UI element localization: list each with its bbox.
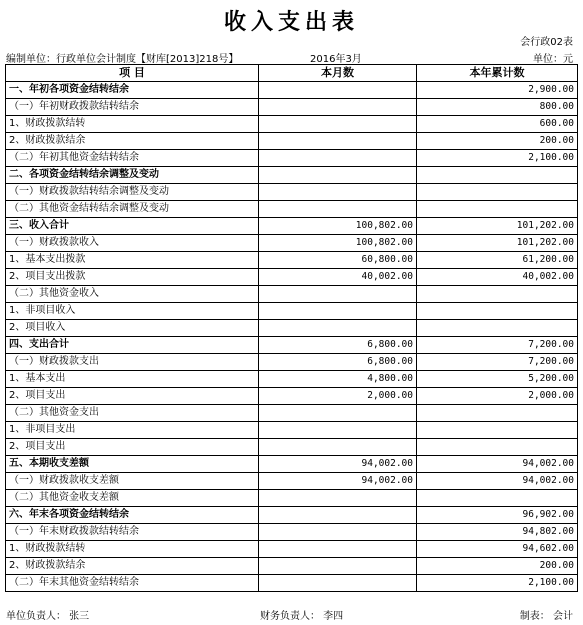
row-month-value <box>259 422 417 439</box>
row-item-label: 一、年初各项资金结转结余 <box>6 82 259 99</box>
table-row <box>6 371 578 388</box>
finance-head-signature: 财务负责人： 李四 <box>260 611 344 622</box>
table-row <box>6 286 578 303</box>
column-header-item: 项 目 <box>6 65 259 82</box>
table-row <box>6 541 578 558</box>
table-row <box>6 99 578 116</box>
row-item-label: 2、项目支出 <box>6 439 259 456</box>
table-row <box>6 575 578 592</box>
row-month-value <box>259 303 417 320</box>
table-row <box>6 473 578 490</box>
row-month-value <box>259 99 417 116</box>
row-item-label: （一）财政拨款收入 <box>6 235 259 252</box>
row-item-label: 四、支出合计 <box>6 337 259 354</box>
table-row <box>6 133 578 150</box>
table-row <box>6 524 578 541</box>
row-month-value: 100,802.00 <box>259 235 417 252</box>
row-ytd-value <box>417 405 578 422</box>
row-item-label: 二、各项资金结转结余调整及变动 <box>6 167 259 184</box>
row-ytd-value: 2,100.00 <box>417 150 578 167</box>
table-row <box>6 201 578 218</box>
row-ytd-value: 2,100.00 <box>417 575 578 592</box>
row-month-value: 4,800.00 <box>259 371 417 388</box>
row-item-label: （二）年末其他资金结转结余 <box>6 575 259 592</box>
row-ytd-value: 200.00 <box>417 558 578 575</box>
row-ytd-value: 5,200.00 <box>417 371 578 388</box>
table-row <box>6 405 578 422</box>
table-row <box>6 269 578 286</box>
table-header-row <box>6 65 578 82</box>
column-header-ytd: 本年累计数 <box>417 65 578 82</box>
row-item-label: 五、本期收支差额 <box>6 456 259 473</box>
row-item-label: 三、收入合计 <box>6 218 259 235</box>
row-item-label: 2、财政拨款结余 <box>6 558 259 575</box>
row-ytd-value <box>417 303 578 320</box>
row-ytd-value: 2,900.00 <box>417 82 578 99</box>
preparer-signature: 制表： 会计 <box>519 611 573 622</box>
table-row <box>6 116 578 133</box>
table-row <box>6 354 578 371</box>
row-month-value <box>259 541 417 558</box>
report-period: 2016年3月 <box>310 54 362 65</box>
table-row <box>6 439 578 456</box>
row-month-value <box>259 575 417 592</box>
table-row <box>6 456 578 473</box>
row-month-value: 40,002.00 <box>259 269 417 286</box>
row-ytd-value <box>417 490 578 507</box>
table-row <box>6 184 578 201</box>
row-item-label: （一）年初财政拨款结转结余 <box>6 99 259 116</box>
row-item-label: 1、基本支出拨款 <box>6 252 259 269</box>
row-item-label: 1、财政拨款结转 <box>6 116 259 133</box>
report-title: 收入支出表 <box>223 10 359 35</box>
row-ytd-value: 94,802.00 <box>417 524 578 541</box>
row-ytd-value: 96,902.00 <box>417 507 578 524</box>
row-ytd-value: 800.00 <box>417 99 578 116</box>
row-month-value <box>259 116 417 133</box>
row-month-value <box>259 405 417 422</box>
row-month-value <box>259 133 417 150</box>
row-item-label: （一）财政拨款支出 <box>6 354 259 371</box>
row-ytd-value: 101,202.00 <box>417 235 578 252</box>
row-month-value: 6,800.00 <box>259 354 417 371</box>
row-month-value: 100,802.00 <box>259 218 417 235</box>
row-month-value <box>259 558 417 575</box>
table-row <box>6 235 578 252</box>
unit-head-signature: 单位负责人： 张三 <box>6 611 90 622</box>
row-month-value <box>259 439 417 456</box>
row-month-value <box>259 82 417 99</box>
row-item-label: 2、项目支出 <box>6 388 259 405</box>
row-ytd-value: 7,200.00 <box>417 337 578 354</box>
table-row <box>6 422 578 439</box>
table-row <box>6 252 578 269</box>
row-ytd-value: 94,002.00 <box>417 473 578 490</box>
row-item-label: （一）年末财政拨款结转结余 <box>6 524 259 541</box>
row-item-label: （二）其他资金结转结余调整及变动 <box>6 201 259 218</box>
row-ytd-value: 600.00 <box>417 116 578 133</box>
column-header-month: 本月数 <box>259 65 417 82</box>
row-ytd-value <box>417 320 578 337</box>
row-month-value: 6,800.00 <box>259 337 417 354</box>
row-ytd-value: 61,200.00 <box>417 252 578 269</box>
row-month-value <box>259 507 417 524</box>
row-month-value <box>259 201 417 218</box>
row-ytd-value: 101,202.00 <box>417 218 578 235</box>
row-item-label: 1、基本支出 <box>6 371 259 388</box>
row-month-value <box>259 150 417 167</box>
row-item-label: （二）其他资金收入 <box>6 286 259 303</box>
row-month-value <box>259 320 417 337</box>
preparing-unit: 编制单位：行政单位会计制度【财库[2013]218号】 <box>6 54 239 65</box>
row-ytd-value <box>417 201 578 218</box>
row-ytd-value: 94,002.00 <box>417 456 578 473</box>
row-ytd-value: 7,200.00 <box>417 354 578 371</box>
row-item-label: 1、非项目收入 <box>6 303 259 320</box>
row-month-value <box>259 184 417 201</box>
row-ytd-value <box>417 286 578 303</box>
row-item-label: 六、年末各项资金结转结余 <box>6 507 259 524</box>
table-row <box>6 558 578 575</box>
row-month-value <box>259 286 417 303</box>
table-row <box>6 218 578 235</box>
row-month-value: 2,000.00 <box>259 388 417 405</box>
row-month-value: 94,002.00 <box>259 473 417 490</box>
row-item-label: 2、项目收入 <box>6 320 259 337</box>
form-code: 会行政02表 <box>520 37 573 48</box>
row-ytd-value: 2,000.00 <box>417 388 578 405</box>
row-ytd-value <box>417 439 578 456</box>
row-item-label: （二）年初其他资金结转结余 <box>6 150 259 167</box>
table-row <box>6 320 578 337</box>
row-item-label: （一）财政拨款收支差额 <box>6 473 259 490</box>
row-ytd-value: 200.00 <box>417 133 578 150</box>
currency-unit: 单位：元 <box>533 54 573 65</box>
row-ytd-value <box>417 167 578 184</box>
table-row <box>6 507 578 524</box>
row-ytd-value: 40,002.00 <box>417 269 578 286</box>
table-row <box>6 303 578 320</box>
row-month-value <box>259 167 417 184</box>
row-item-label: 2、项目支出拨款 <box>6 269 259 286</box>
table-row <box>6 337 578 354</box>
row-ytd-value: 94,602.00 <box>417 541 578 558</box>
row-month-value <box>259 524 417 541</box>
table-row <box>6 82 578 99</box>
row-item-label: （二）其他资金收支差额 <box>6 490 259 507</box>
row-ytd-value <box>417 422 578 439</box>
table-row <box>6 490 578 507</box>
row-month-value <box>259 490 417 507</box>
row-month-value: 60,800.00 <box>259 252 417 269</box>
row-item-label: （二）其他资金支出 <box>6 405 259 422</box>
row-item-label: 1、财政拨款结转 <box>6 541 259 558</box>
row-item-label: （一）财政拨款结转结余调整及变动 <box>6 184 259 201</box>
row-item-label: 2、财政拨款结余 <box>6 133 259 150</box>
income-expense-table <box>5 64 578 592</box>
table-row <box>6 150 578 167</box>
table-row <box>6 388 578 405</box>
table-row <box>6 167 578 184</box>
row-ytd-value <box>417 184 578 201</box>
row-item-label: 1、非项目支出 <box>6 422 259 439</box>
row-month-value: 94,002.00 <box>259 456 417 473</box>
